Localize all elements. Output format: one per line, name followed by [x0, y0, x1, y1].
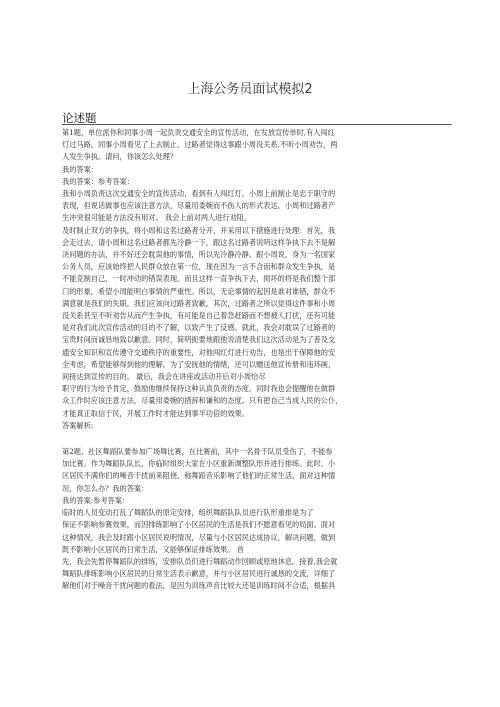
body-line: 这种情况，我会及时跟小区居民说明情况，尽量与小区居民达成协议，解决问题，做到 [62, 532, 336, 542]
body-line: 答案解析: [62, 420, 94, 430]
body-line: 临时的人员变动打乱了舞蹈队的原定安排，组织舞蹈队队员进行队形重排是为了 [62, 508, 314, 518]
section-divider [62, 124, 452, 125]
body-line: 加比赛。作为舞蹈队队长，你临时组织大家在小区重新调整队形并进行排练。此时，小 [62, 459, 336, 469]
body-line: 区居民不满你们的噪音干扰前来阻挠，称舞蹈音乐影响了他们的正常生活，面对这种情 [62, 471, 336, 481]
body-line: 众工作时应该注意方法，尽量用委婉的措辞和谦和的态度。只有把自己当成人民的公仆， [62, 396, 343, 406]
body-line: 先，我会先暂停舞蹈队的排练，安排队员们进行舞蹈动作回顾或原地休息。接着,我会就 [62, 556, 338, 566]
body-line: 解他们对于噪音干扰问题的看法，是因为训练声音比较大还是训练时间不合适，根据具 [62, 581, 336, 591]
body-line: 是对我们此次宣传活动的目的不了解，以致产生了反感。就此，我会对耽误了过路者的 [62, 323, 336, 333]
body-line: 舞蹈队排练影响小区居民的日常生活表示歉意，并与小区居民进行诚恳的交流，详细了 [62, 569, 336, 579]
document-body [62, 127, 442, 593]
body-line: 不能克制自己，一时冲动的错误表现。而且这样一直争执下去，损坏的将是我们整个部 [62, 274, 336, 284]
body-line: 保证不影响参赛效果，而因排练影响了小区居民的生活是我们不愿意看见的局面。面对 [62, 520, 336, 530]
body-line: 公务人员，应该始终把人民群众放在第一位，现在因为一言不合而和群众发生争执，是 [62, 262, 336, 272]
body-line: 生冲突很可能是方法没有用对。 我会上前对两人进行劝阻， [62, 213, 252, 223]
body-line: 我的答案： [62, 164, 98, 174]
body-line: 表现，但说话做事也应该注意方法，尽量用委婉而不伤人的形式表达，小周和过路者产 [62, 201, 336, 211]
body-line: 职守的行为给予肯定，鼓励他继续保持这种认真负责的态度。同时我也会提醒他在做群 [62, 384, 336, 394]
document-title: 上海公务员面试模拟2 [187, 82, 313, 97]
body-line: 既不影响小区居民的日常生活，又能够保证排练效果。 首 [62, 544, 244, 554]
body-line: 通安全知识和宣传遵守交通秩序的重要性，对他闯红灯进行劝告，也是出于保障他的安 [62, 347, 336, 357]
body-line: 门的形象，希望小周能明白事情的严重性。所以，无论事情的起因是谁对谁错，群众不 [62, 286, 336, 296]
body-line: 我的答案：参考答案： [62, 176, 134, 186]
body-line: 第2题、社区舞蹈队要参加广场舞比赛，在比赛前，其中一名骨干队员受伤了，不能参 [62, 447, 333, 457]
body-line: 及时制止双方的争执，将小周和这名过路者分开，并采用以下措施进行处理：首先，我 [62, 225, 336, 235]
body-line: 全考虑，希望能够得到他的理解。为了安抚他的情绪，还可以赠送他宣传册和违环画， [62, 359, 336, 369]
body-line: 灯过马路，同事小周看见了上去制止，过路者觉得这事跟小周没关系,不听小周劝告，两 [62, 140, 338, 150]
body-line: 没关系甚至不听劝告从而产生争执，有可能是自己着急赶路而不想被人打扰，还有可能 [62, 311, 336, 321]
body-line: 我的答案:参考答案： [62, 495, 130, 505]
body-line: 满意就是我们的失职，我们应该向过路者致歉。其次，过路者之所以觉得这件事和小周 [62, 298, 336, 308]
body-line: 况，你怎么办？我的答案： [62, 483, 149, 493]
body-line: 间接达到宣传的目的。 最后，我会在讲座或活动开后对小周恰尽 [62, 372, 266, 382]
body-line: 我和小周负责这次交通安全的宣传活动，看到有人闯红灯，小周上前制止是忠于职守的 [62, 189, 336, 199]
body-line: 决问题的办法，并不好还会耽误他的事情，所以先冷静冷静。跟小周说，身为一名国家 [62, 250, 336, 260]
section-heading: 论述题 [62, 111, 97, 125]
body-line: 才能真正取信于民，开展工作时才能达到事半功倍的效果。 [62, 408, 249, 418]
body-line: 人发生争执。请问，你该怎么处理？ [62, 152, 178, 162]
paragraph-gap [62, 432, 442, 446]
body-line: 宝贵时间而诚恳地致以歉意。同时，简明扼要地跟他说清楚我们这次活动是为了普及交 [62, 335, 336, 345]
body-line: 第1题、单位派你和同事小周一起负责交通安全的宣传活动，在发放宣传单时,有人闯红 [62, 128, 335, 137]
body-line: 会走过去，请小周和这名过路者都先冷静一下，跟这名过路者说明这样争执下去不是解 [62, 237, 336, 247]
